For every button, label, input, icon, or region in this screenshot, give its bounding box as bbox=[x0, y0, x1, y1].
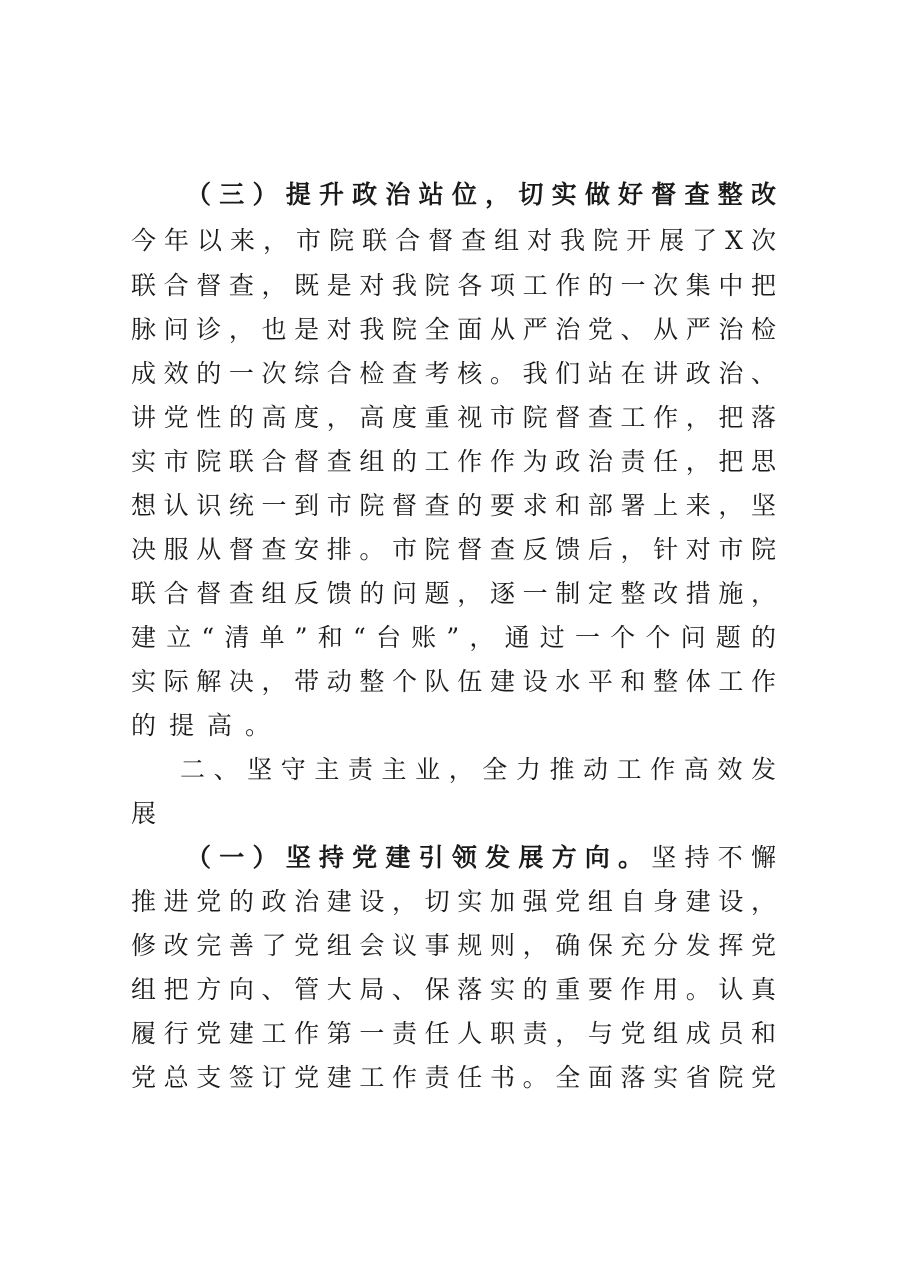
paragraph-start: 坚持不懈 bbox=[651, 843, 776, 872]
paragraph-line: 修改完善了党组会议事规则，确保充分发挥党 bbox=[131, 931, 776, 960]
subsection-heading-1-line bbox=[186, 843, 776, 873]
paragraph-line: 组把方向、管大局、保落实的重要作用。认真 bbox=[131, 975, 776, 1004]
subsection-heading-1: （一）坚持党建引领发展方向。 bbox=[186, 843, 652, 872]
paragraph-line: 想认识统一到市院督查的要求和部署上来，坚 bbox=[131, 491, 776, 520]
paragraph-line: 联合督查，既是对我院各项工作的一次集中把 bbox=[131, 271, 776, 300]
paragraph-line: 今年以来，市院联合督查组对我院开展了X次 bbox=[131, 226, 776, 255]
paragraph-line: 讲党性的高度，高度重视市院督查工作，把落 bbox=[131, 403, 776, 432]
paragraph-line: 实际解决，带动整个队伍建设水平和整体工作 bbox=[131, 667, 776, 696]
section-heading-2: 二、坚守主责主业，全力推动工作高效发 bbox=[180, 755, 776, 784]
paragraph-line: 成效的一次综合检查考核。我们站在讲政治、 bbox=[131, 359, 776, 388]
subsection-heading-3: （三）提升政治站位，切实做好督查整改 bbox=[186, 180, 776, 209]
paragraph-line: 脉问诊，也是对我院全面从严治党、从严治检 bbox=[131, 315, 776, 344]
paragraph-line: 决服从督查安排。市院督查反馈后，针对市院 bbox=[131, 535, 776, 564]
paragraph-line: 联合督查组反馈的问题，逐一制定整改措施， bbox=[131, 579, 776, 608]
paragraph-line: 建立“清单”和“台账”，通过一个个问题的 bbox=[131, 623, 776, 652]
paragraph-line: 党总支签订党建工作责任书。全面落实省院党 bbox=[131, 1063, 776, 1092]
paragraph-line: 推进党的政治建设，切实加强党组自身建设， bbox=[131, 887, 776, 916]
section-heading-2-continued: 展 bbox=[131, 799, 170, 828]
paragraph-line: 履行党建工作第一责任人职责，与党组成员和 bbox=[131, 1019, 776, 1048]
paragraph-line: 的提高。 bbox=[131, 711, 284, 740]
paragraph-line: 实市院联合督查组的工作作为政治责任，把思 bbox=[131, 447, 776, 476]
